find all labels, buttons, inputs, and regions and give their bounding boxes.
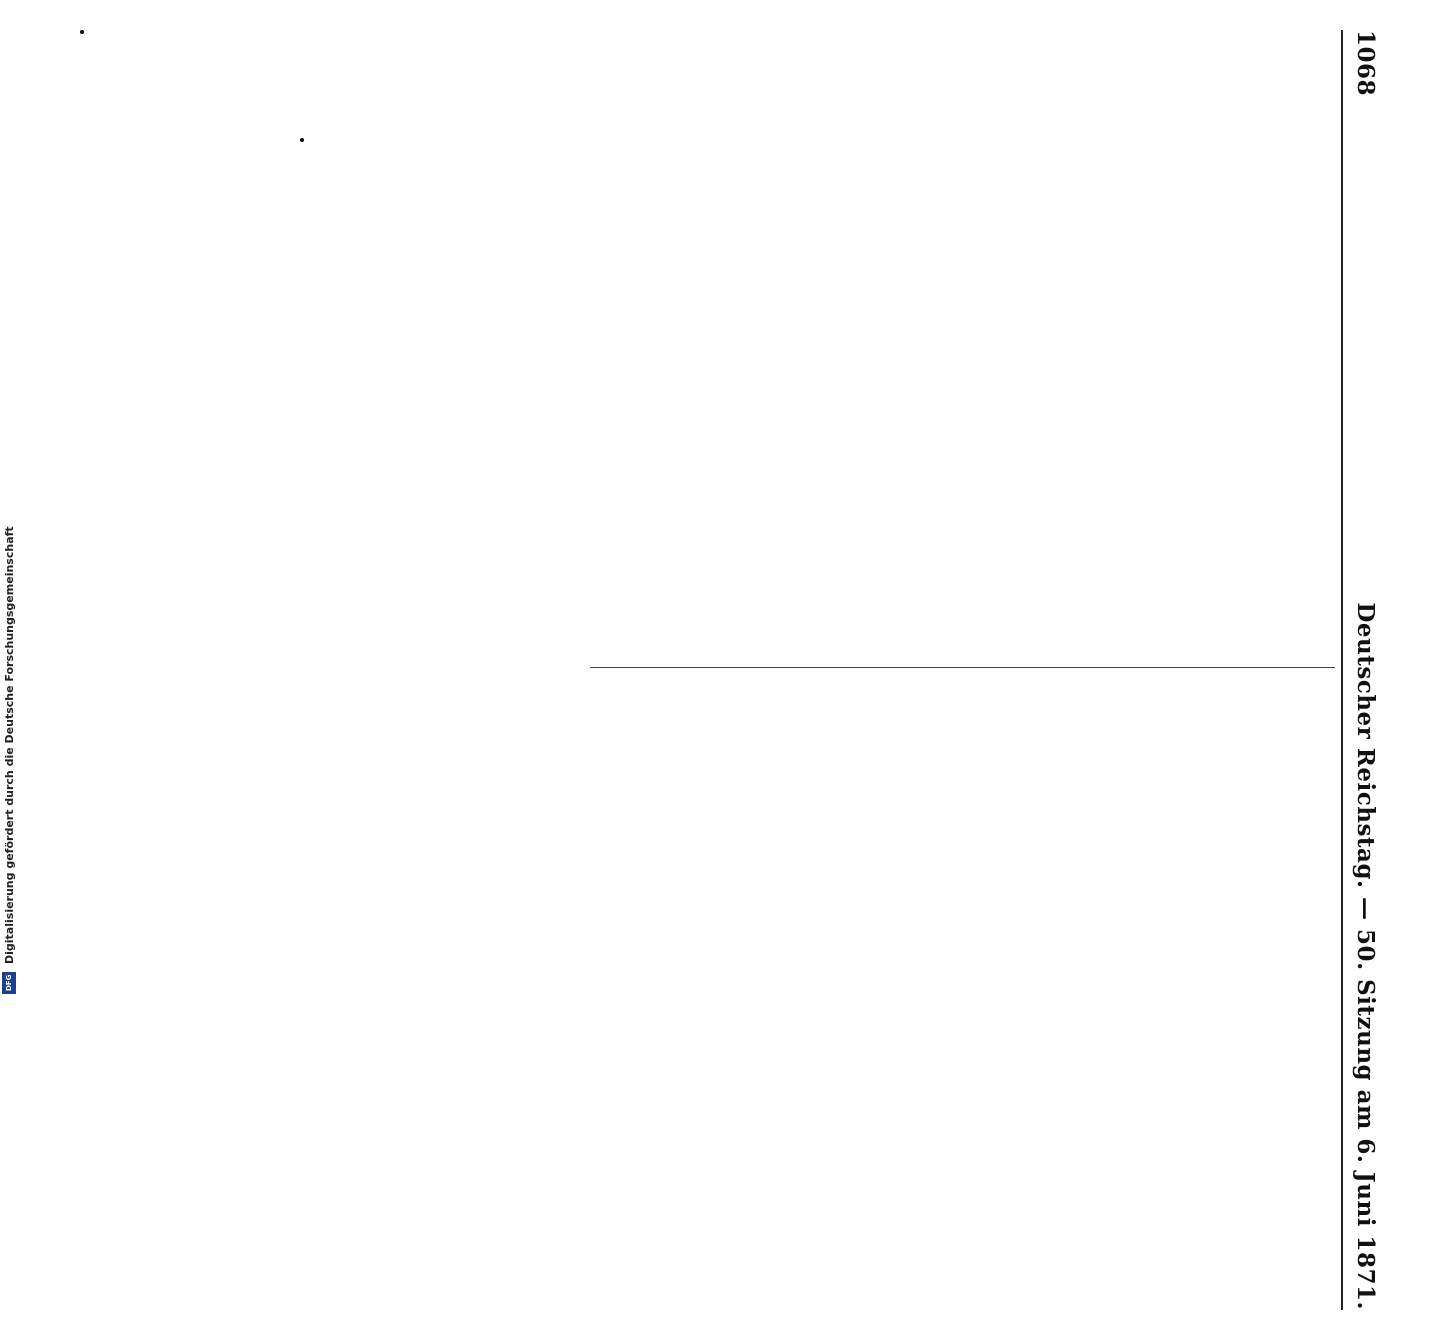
header-rule bbox=[1341, 30, 1343, 1310]
dfg-logo: DFG bbox=[2, 972, 16, 994]
scan-speck bbox=[80, 30, 84, 34]
column-divider bbox=[590, 667, 1335, 668]
page-number: 1068 bbox=[1352, 30, 1379, 97]
running-head bbox=[1352, 30, 1379, 1310]
running-title: Deutscher Reichstag. — 50. Sitzung am 6. Juni 1871. bbox=[1352, 602, 1379, 1310]
scanned-page bbox=[573, 0, 1393, 1340]
scan-speck bbox=[300, 138, 304, 142]
digitization-caption: Digitalisierung gefördert durch die Deutsche Forschungsgemeinschaft bbox=[3, 526, 16, 964]
